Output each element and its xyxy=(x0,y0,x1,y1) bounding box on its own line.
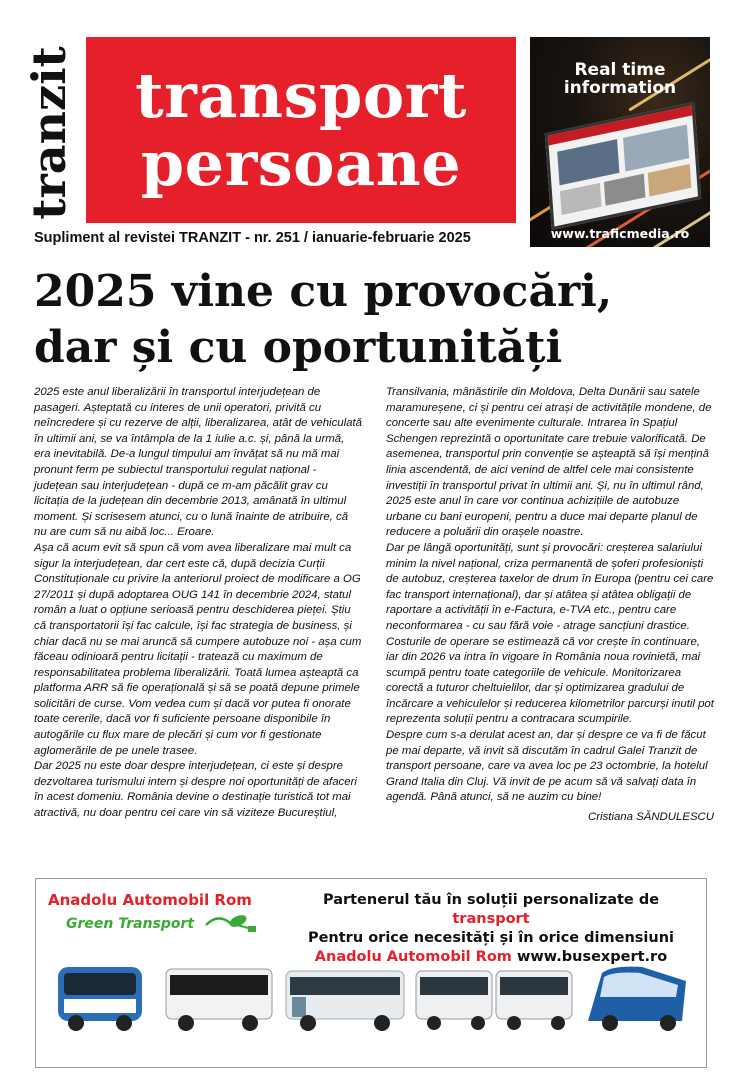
slogan-line1-text: Partenerul tău în soluții personalizate de xyxy=(322,892,660,908)
ad-headline-line1: Real time xyxy=(574,60,666,80)
ad-slogan xyxy=(286,891,696,967)
slogan-line2: Pentru orice necesități și în orice dimensiuni xyxy=(307,930,675,946)
editorial-article xyxy=(34,385,714,865)
ad-headline xyxy=(530,61,710,97)
masthead-banner xyxy=(86,37,516,223)
tranzit-vertical-logo xyxy=(20,38,78,228)
city-bus-image xyxy=(284,961,406,1033)
headline-line1: 2025 vine cu provocări, xyxy=(34,266,613,317)
tranzit-logo-text: tranzit xyxy=(22,46,77,220)
articulated-bus-image xyxy=(414,961,574,1033)
masthead-title-line1: transport xyxy=(135,59,467,132)
ad-url[interactable]: www.traficmedia.ro xyxy=(550,226,690,241)
slogan-line3-url[interactable]: www.busexpert.ro xyxy=(511,949,668,965)
article-paragraph: Așa că acum evit să spun că vom avea liberalizare mai mult ca sigur la interjudețean, dar cert este că, după decizia Curții Constituționale cu privire la anteriorul proiect de modificare a OG 27/2011 și după adoptarea OUG 141 în decembrie 2024, statul român a luat o opțiune serioasă pentru deschiderea pieței. Știu că transportatorii își fac calcule, își fac strategia de business, și chiar dacă nu se mai aruncă să cumpere autobuze noi - așa cum făceau odinioară pentru licitații - tratează cu maximum de responsabilitatea problema liberalizării. Toată lumea așteaptă ca platforma ARR să fie operațională și să se poată depune primele solicitări de curse. Vom vedea cum și dacă vor putea fi onorate toate cererile, dacă vor fi suficiente persoane disponibile în autogările cu flux mare de plecări și cum vor fi gestionate aglomerările de pe unele trasee. xyxy=(34,541,362,757)
ad-brand: Anadolu Automobil Rom xyxy=(48,891,252,909)
article-paragraph: Dar pe lângă oportunități, sunt și provocări: creșterea salariului minim la nivel național, criza permanentă de șoferi profesioniști de autobuz, creșterea taxelor de drum în Europa (pentru cei care fac transport internațional), dar și atâtea și atâtea obligații de raportare a activității în e-Factura, e-TVA etc., pentru care neconformarea - cu sau fără voie - atrage sancțiuni drastice. Costurile de operare se estimează că vor crește în continuare, iar din 2026 va intra în vigoare în România noua rovinietă, mai scumpă pentru toate categoriile de vehicule. Monitorizarea corectă a tuturor cheltuielilor, dar și optimizarea gradului de încărcare a vehiculelor și reducerea kilometrilor parcurși inutil pot reprezenta soluții pentru a contracara scumpirile. xyxy=(386,541,714,726)
supplement-line: Supliment al revistei TRANZIT - nr. 251 / ianuarie-februarie 2025 xyxy=(34,230,471,246)
masthead-title-line2: persoane xyxy=(140,127,462,200)
author-signature: Cristiana SĂNDULESCU xyxy=(588,811,714,824)
article-paragraph: Despre cum s-a derulat acest an, dar și despre ce va fi de făcut pe mai departe, vă invit să discutăm în cadrul Galei Tranzit de transport persoane, care va avea loc pe 23 octombrie, la hotelul Grand Italia din Cluj. Vă invit de pe acum să vă salvați data în agendă. Până atunci, să ne auzim cu bine! xyxy=(386,729,708,804)
electric-bus-image xyxy=(582,961,692,1033)
article-paragraph: Dar 2025 nu este doar despre interjudețean, ci este și despre dezvoltarea turismului intern și despre noi oportunități de afaceri în acest domeniu. România devine o destinație turistică tot mai atractivă, nu doar pentru cei care vin să viziteze Bucureștiul, Transilvania, mânăstirile din Moldova, Delta Dunării sau satele maramureșene, ci și pentru cei atrași de activitățile mondene, de concerte sau alte evenimente culturale. Intrarea în Spațiul Schengen reprezintă o oportunitate care trebuie valorificată. De asemenea, transportul prin convenție se așteaptă să își mențină linia ascendentă, de aici venind de altfel cele mai consistente investiții în transportul privat în ultimii ani. Și, nu în ultimul rând, 2025 este anul în care vor continua achizițiile de autobuze urbane cu bani europeni, pentru a duce mai departe planul de reducere a poluării din orașele noastre. xyxy=(34,386,712,820)
slogan-line1-highlight: transport xyxy=(452,911,530,927)
article-paragraph: 2025 este anul liberalizării în transportul interjudețean de pasageri. Așteptată cu interes de unii operatori, privită cu neîncredere și cu rezerve de alții, liberalizarea, atât de vehiculată în ultimii ani, se va întâmpla de la 1 iulie a.c. și, până la urmă, era inevitabilă. De-a lungul timpului am învățat să nu mă mai pronunt ferm pe subiectul transportului regulat național - județean sau interjudețean - după ce m-am păcălit grav cu licitația de la județean din decembrie 2013, amânată în ultimul moment. Și scrisesem atunci, cu o lună înainte de atribuire, că nu are cum să nu aibă loc... Eroare. xyxy=(34,386,362,539)
main-headline xyxy=(34,264,714,376)
midibus-image xyxy=(164,961,274,1033)
leaf-plug-icon xyxy=(204,911,258,935)
green-transport-label: Green Transport xyxy=(66,916,195,932)
ad-headline-line2: information xyxy=(563,78,677,98)
slogan-line3-brand: Anadolu Automobil Rom xyxy=(314,949,512,965)
trafic-media-ad[interactable] xyxy=(530,37,710,247)
laptop-screen-image xyxy=(545,102,701,230)
anadolu-ad[interactable] xyxy=(35,878,707,1068)
minibus-image xyxy=(54,961,146,1033)
headline-line2: dar și cu oportunități xyxy=(34,322,563,373)
